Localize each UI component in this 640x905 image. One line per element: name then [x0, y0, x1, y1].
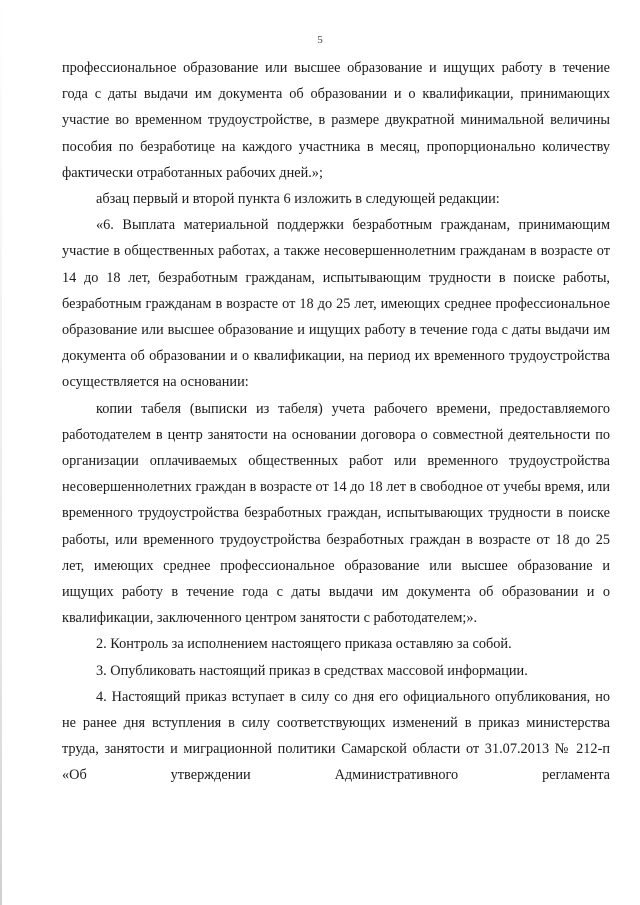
document-body — [62, 55, 610, 789]
paragraph-timesheet-copy: копии табеля (выписки из табеля) учета рабочего времени, предоставляемого работодателем в центр занятости на основании договора о совместной деятельности по организации оплачиваемых общественных работ или временного трудоустройства несовершеннолетних граждан в возрасте от 14 до 18 лет в свободное от учебы время, или временного трудоустройства безработных граждан, испытывающих трудности в поиске работы, или временного трудоустройства безработных граждан в возрасте от 18 до 25 лет, имеющих среднее профессиональное образование или высшее образование и ищущих работу в течение года с даты выдачи им документа об образовании и о квалификации, заключенного центром занятости с работодателем;». — [62, 400, 610, 627]
page-number: 5 — [317, 34, 323, 46]
paragraph-control: 2. Контроль за исполнением настоящего приказа оставляю за собой. — [96, 636, 512, 653]
paragraph-continuation: профессиональное образование или высшее образование и ищущих работу в течение года с даты выдачи им документа об образовании и о квалификации, принимающих участие во временном трудоустройстве, в размере двукратной минимальной величины пособия по безработице на каждого участника в месяц, пропорционально количеству фактически отработанных рабочих дней.»; — [62, 60, 610, 181]
paragraph-publication: 3. Опубликовать настоящий приказ в средствах массовой информации. — [96, 662, 528, 679]
paragraph-effective-date: 4. Настоящий приказ вступает в силу со дня его официального опубликования, но не ранее дня вступления в силу соответствующих изменений в приказ министерства труда, занятости и миграционной политики Самарской области от 31.07.2013 № 212-п «Об утверждении Административного регламента — [62, 688, 610, 784]
paragraph-amendment-intro: абзац первый и второй пункта 6 изложить в следующей редакции: — [96, 191, 500, 208]
paragraph-item-6: «6. Выплата материальной поддержки безработным гражданам, принимающим участие в общественных работах, а также несовершеннолетним гражданам в возрасте от 14 до 18 лет, безработным гражданам, испытывающим трудности в поиске работы, безработным гражданам в возрасте от 18 до 25 лет, имеющих среднее профессиональное образование или высшее образование и ищущих работу в течение года с даты выдачи им документа об образовании и о квалификации, на период их временного трудоустройства осуществляется на основании: — [62, 217, 610, 391]
scan-edge-shadow — [0, 0, 2, 905]
